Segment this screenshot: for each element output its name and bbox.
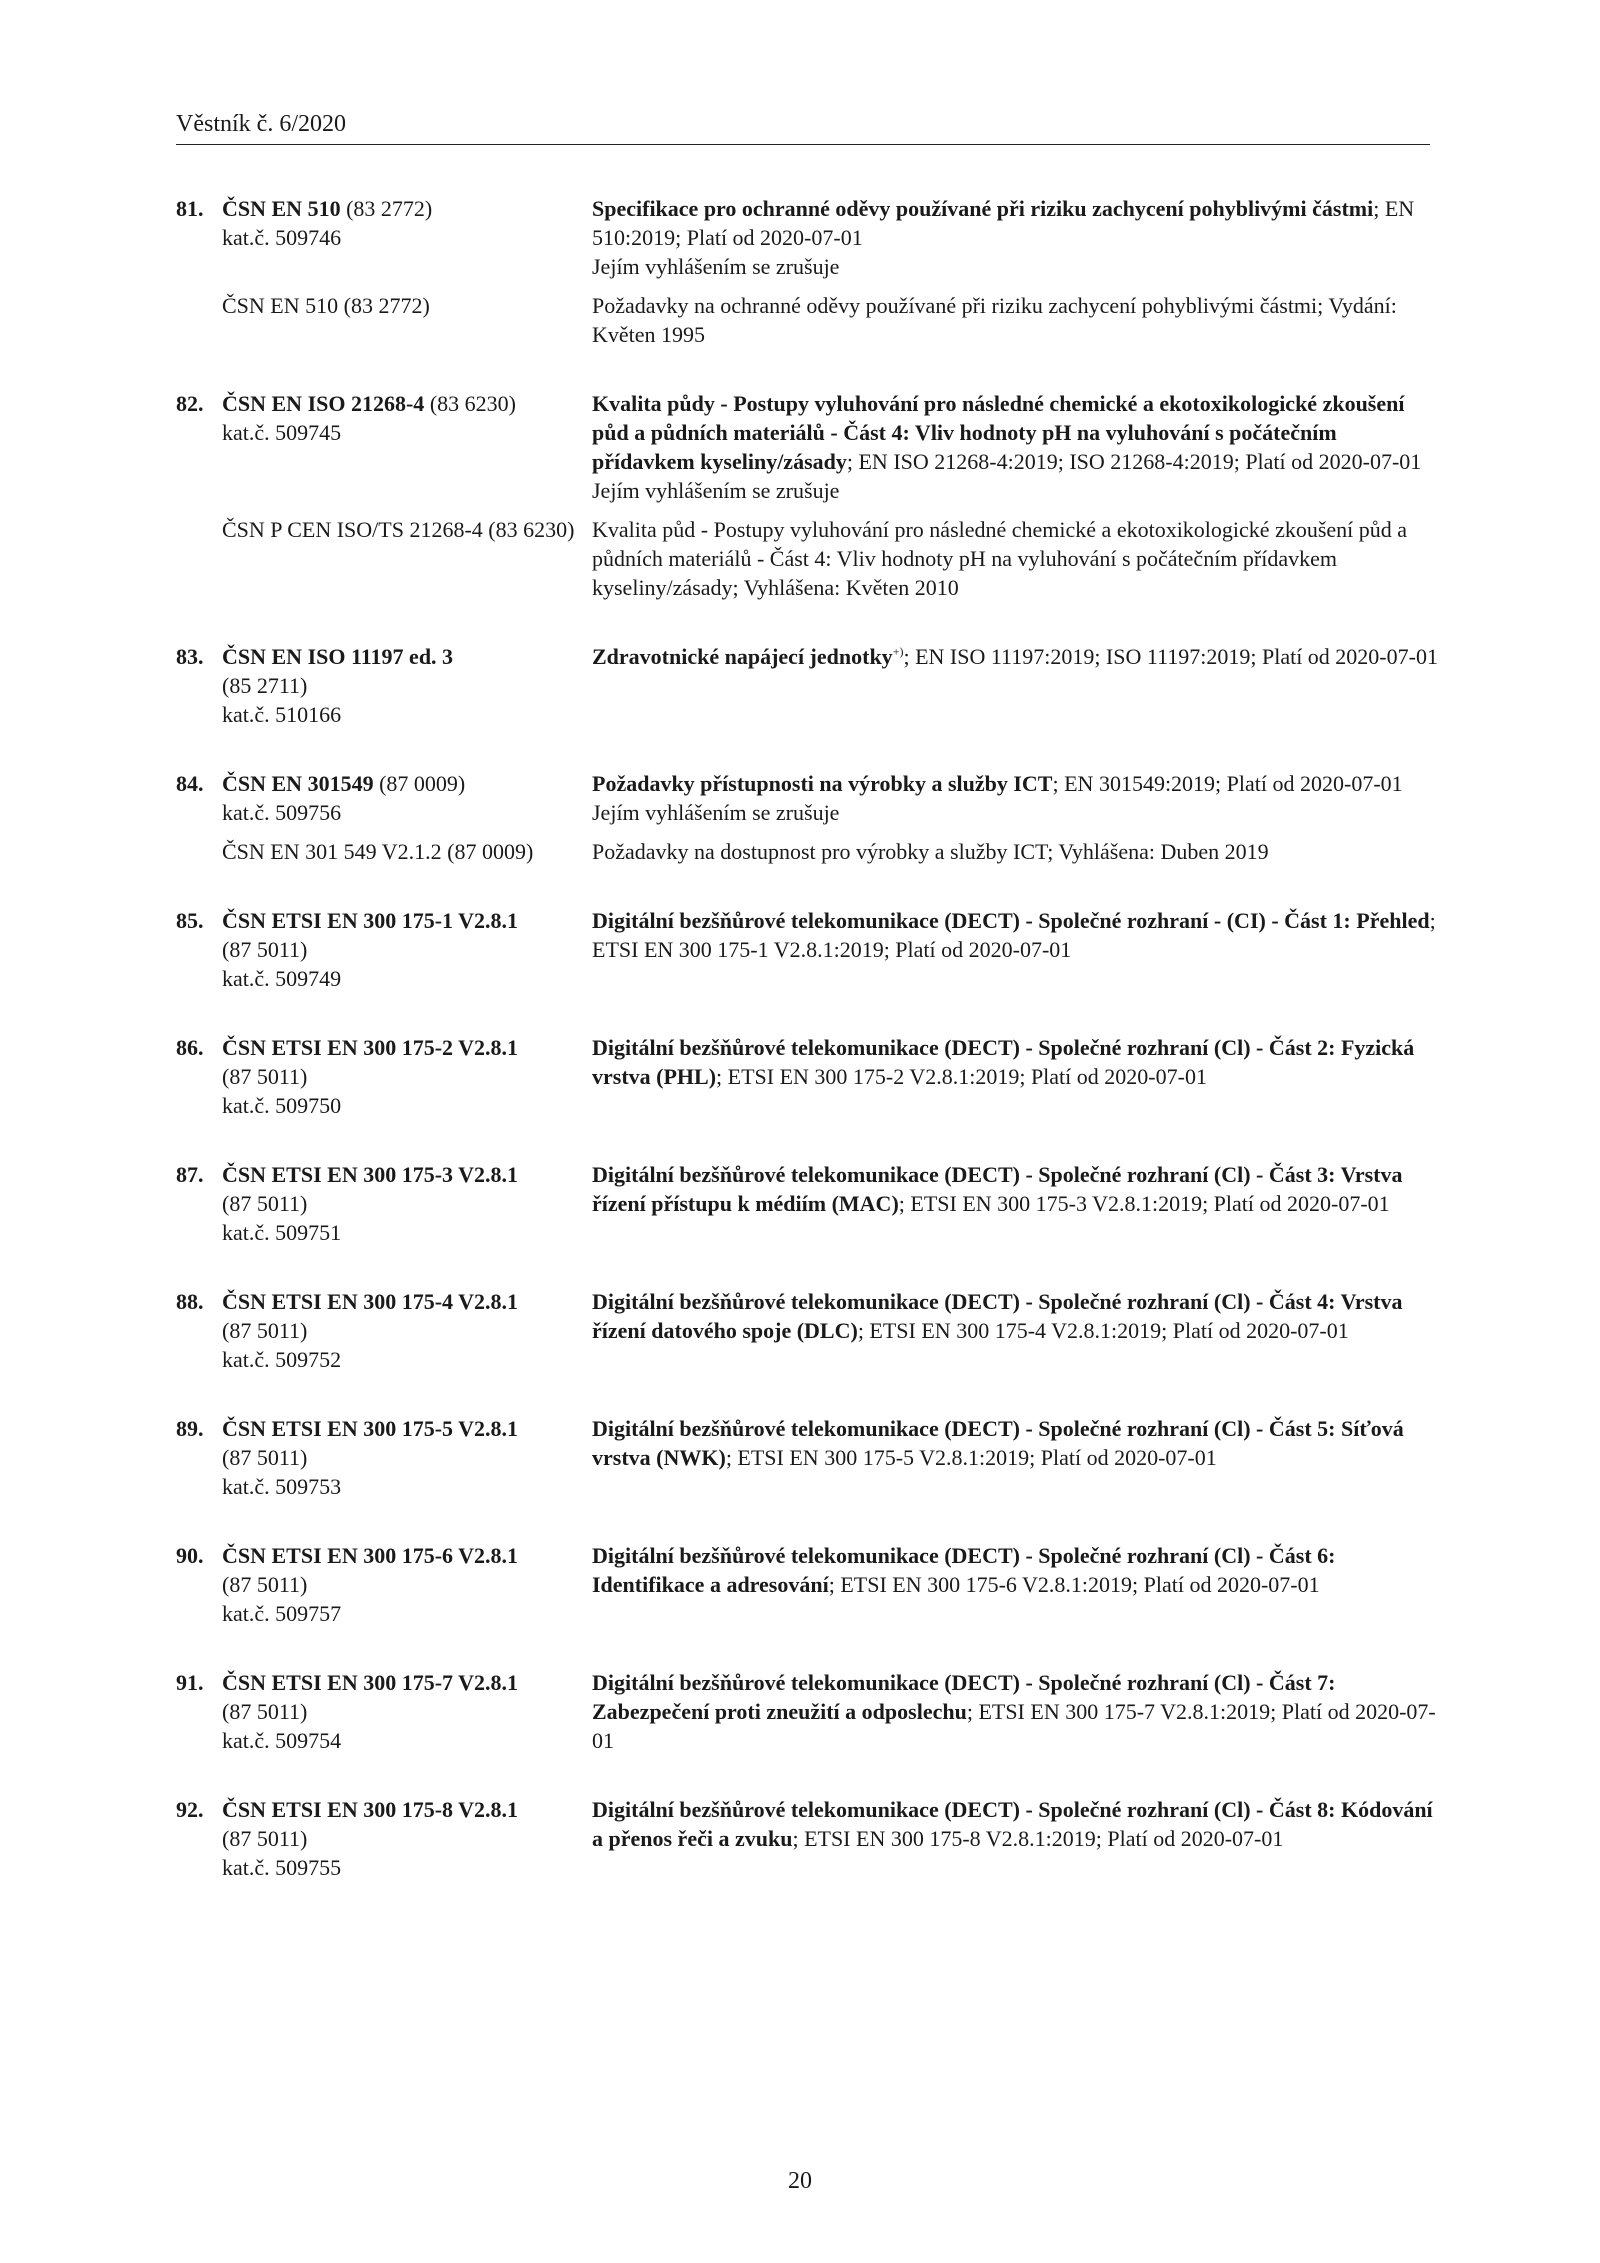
replaced-standard-title: Kvalita půd - Postupy vyluhování pro následné chemické a ekotoxikologické zkoušení půd a půdních materiálů - Část 4: Vliv hodnoty pH na vyluhování s počátečním přídavkem kyseliny/zásady; Vyhlášena: Květen 2010 <box>592 517 1408 600</box>
page-number: 20 <box>788 2168 812 2194</box>
catalog-line: (87 5011) <box>222 1064 308 1089</box>
entry-main-row <box>176 389 1436 505</box>
standard-details: ; ETSI EN 300 175-6 V2.8.1:2019; Platí od 2020-07-01 <box>828 1572 1320 1597</box>
catalog-line: (85 2711) <box>222 673 308 698</box>
standard-code: ČSN ETSI EN 300 175-3 V2.8.1 <box>222 1162 519 1187</box>
entry-number: 88. <box>176 1289 204 1314</box>
standard-description <box>592 1160 1442 1247</box>
catalog-line: kat.č. 509749 <box>222 966 342 991</box>
entry-main-row <box>176 1287 1436 1374</box>
standard-details: ; ETSI EN 300 175-1 V2.8.1:2019; Platí od 2020-07-01 <box>592 908 1436 962</box>
entry-main-row <box>176 1795 1436 1882</box>
entry-number: 83. <box>176 644 204 669</box>
standard-details: ; ETSI EN 300 175-2 V2.8.1:2019; Platí od 2020-07-01 <box>716 1064 1207 1089</box>
standard-details: ; EN 510:2019; Platí od 2020-07-01 <box>592 196 1415 250</box>
standard-entry <box>176 1160 1436 1247</box>
entry-main-row <box>176 1414 1436 1501</box>
catalog-line: (87 5011) <box>222 1445 308 1470</box>
standard-designation <box>176 906 592 993</box>
replaced-standard-code <box>176 515 592 602</box>
standard-designation <box>176 1160 592 1247</box>
standard-designation <box>176 642 592 729</box>
standard-description <box>592 769 1442 827</box>
standard-title: Požadavky přístupnosti na výrobky a služby ICT <box>592 771 1053 796</box>
standard-title: Digitální bezšňůrové telekomunikace (DECT) - Společné rozhraní (Cl) - Část 5: Síťová vrstva (NWK) <box>592 1416 1404 1470</box>
standard-details: ; ETSI EN 300 175-7 V2.8.1:2019; Platí od 2020-07-01 <box>592 1699 1436 1753</box>
standard-entry <box>176 1287 1436 1374</box>
standard-title: Specifikace pro ochranné oděvy používané při riziku zachycení pohyblivými částmi <box>592 196 1374 221</box>
standard-code: ČSN EN 301549 <box>222 771 374 796</box>
catalog-line: (87 5011) <box>222 1318 308 1343</box>
replaced-standard-code <box>176 837 592 866</box>
catalog-line: kat.č. 509750 <box>222 1093 342 1118</box>
entry-main-row <box>176 1541 1436 1628</box>
bulletin-title: Věstník č. 6/2020 <box>176 111 346 137</box>
standard-code: ČSN ETSI EN 300 175-5 V2.8.1 <box>222 1416 519 1441</box>
standard-description <box>592 642 1442 729</box>
entry-number: 89. <box>176 1416 204 1441</box>
footnote-mark: +) <box>892 644 904 659</box>
entry-main-row <box>176 1668 1436 1755</box>
cancellation-note: Jejím vyhlášením se zrušuje <box>592 254 840 279</box>
page-header <box>176 110 1430 145</box>
standard-description <box>592 906 1442 993</box>
standard-details: ; ETSI EN 300 175-8 V2.8.1:2019; Platí od 2020-07-01 <box>792 1826 1284 1851</box>
catalog-line: (87 5011) <box>222 1572 308 1597</box>
standard-description <box>592 1541 1442 1628</box>
catalog-line: kat.č. 509745 <box>222 420 342 445</box>
standard-code: ČSN ETSI EN 300 175-4 V2.8.1 <box>222 1289 519 1314</box>
catalog-line: (87 5011) <box>222 937 308 962</box>
catalog-line: (87 5011) <box>222 1826 308 1851</box>
standard-entry <box>176 1795 1436 1882</box>
standard-code: ČSN ETSI EN 300 175-7 V2.8.1 <box>222 1670 519 1695</box>
standard-code: ČSN EN 510 <box>222 196 341 221</box>
standard-designation <box>176 194 592 281</box>
entry-number: 92. <box>176 1797 204 1822</box>
catalog-line: kat.č. 509753 <box>222 1474 342 1499</box>
replaced-standard-title: Požadavky na ochranné oděvy používané při riziku zachycení pohyblivými částmi; Vydání: Květen 1995 <box>592 293 1397 347</box>
standard-title: Zdravotnické napájecí jednotky <box>592 644 893 669</box>
standard-description <box>592 1414 1442 1501</box>
standard-description <box>592 1287 1442 1374</box>
replaced-standard-code <box>176 291 592 349</box>
standard-description <box>592 389 1442 505</box>
cancellation-note: Jejím vyhlášením se zrušuje <box>592 800 840 825</box>
standard-details: ; EN ISO 21268-4:2019; ISO 21268-4:2019; Platí od 2020-07-01 <box>846 449 1422 474</box>
standard-entry <box>176 1668 1436 1755</box>
replaced-code-text: ČSN EN 510 (83 2772) <box>222 293 430 318</box>
catalog-line: kat.č. 509754 <box>222 1728 342 1753</box>
standard-designation <box>176 1287 592 1374</box>
standard-designation <box>176 1541 592 1628</box>
entry-number: 82. <box>176 391 204 416</box>
standard-details: ; ETSI EN 300 175-3 V2.8.1:2019; Platí od 2020-07-01 <box>898 1191 1390 1216</box>
entry-number: 84. <box>176 771 204 796</box>
entry-main-row <box>176 1033 1436 1120</box>
standard-entry <box>176 1414 1436 1501</box>
catalog-line: kat.č. 509752 <box>222 1347 342 1372</box>
replaced-standard-row <box>176 837 1436 866</box>
entry-main-row <box>176 194 1436 281</box>
standards-list <box>176 194 1436 1922</box>
standard-title: Digitální bezšňůrové telekomunikace (DECT) - Společné rozhraní (Cl) - Část 7: Zabezpečení proti zneužití a odposlechu <box>592 1670 1336 1724</box>
standard-designation <box>176 1033 592 1120</box>
standard-details: ; ETSI EN 300 175-4 V2.8.1:2019; Platí od 2020-07-01 <box>857 1318 1349 1343</box>
standard-description <box>592 1033 1442 1120</box>
entry-number: 85. <box>176 908 204 933</box>
standard-title: Kvalita půdy - Postupy vyluhování pro následné chemické a ekotoxikologické zkoušení půd a půdních materiálů - Část 4: Vliv hodnoty pH na vyluhování s počátečním přídavkem kyseliny/zásady <box>592 391 1405 474</box>
entry-number: 87. <box>176 1162 204 1187</box>
standard-designation <box>176 769 592 827</box>
classification-code: (83 6230) <box>424 391 516 416</box>
standard-designation <box>176 1668 592 1755</box>
entry-number: 91. <box>176 1670 204 1695</box>
standard-description <box>592 194 1442 281</box>
catalog-line: (87 5011) <box>222 1699 308 1724</box>
entry-number: 90. <box>176 1543 204 1568</box>
standard-title: Digitální bezšňůrové telekomunikace (DECT) - Společné rozhraní (Cl) - Část 6: Identifikace a adresování <box>592 1543 1336 1597</box>
classification-code: (87 0009) <box>373 771 466 796</box>
classification-code: (83 2772) <box>340 196 433 221</box>
standard-entry <box>176 389 1436 602</box>
standard-title: Digitální bezšňůrové telekomunikace (DECT) - Společné rozhraní (Cl) - Část 3: Vrstva řízení přístupu k médiím (MAC) <box>592 1162 1403 1216</box>
standard-code: ČSN ETSI EN 300 175-2 V2.8.1 <box>222 1035 519 1060</box>
standard-entry <box>176 1541 1436 1628</box>
catalog-line: kat.č. 509756 <box>222 800 342 825</box>
catalog-line: kat.č. 510166 <box>222 702 342 727</box>
standard-details: ; EN ISO 11197:2019; ISO 11197:2019; Platí od 2020-07-01 <box>903 644 1438 669</box>
standard-entry <box>176 194 1436 349</box>
standard-title: Digitální bezšňůrové telekomunikace (DECT) - Společné rozhraní (Cl) - Část 2: Fyzická vrstva (PHL) <box>592 1035 1415 1089</box>
entry-number: 81. <box>176 196 204 221</box>
replaced-standard-row <box>176 291 1436 349</box>
replaced-standard-row <box>176 515 1436 602</box>
standard-description <box>592 1795 1442 1882</box>
standard-details: ; EN 301549:2019; Platí od 2020-07-01 <box>1052 771 1403 796</box>
cancellation-note: Jejím vyhlášením se zrušuje <box>592 478 840 503</box>
standard-entry <box>176 642 1436 729</box>
standard-entry <box>176 1033 1436 1120</box>
standard-entry <box>176 906 1436 993</box>
standard-title: Digitální bezšňůrové telekomunikace (DECT) - Společné rozhraní - (CI) - Část 1: Přehled <box>592 908 1430 933</box>
entry-main-row <box>176 1160 1436 1247</box>
entry-main-row <box>176 906 1436 993</box>
standard-designation <box>176 1795 592 1882</box>
entry-main-row <box>176 642 1436 729</box>
replaced-code-text: ČSN EN 301 549 V2.1.2 (87 0009) <box>222 839 534 864</box>
catalog-line: kat.č. 509751 <box>222 1220 342 1245</box>
standard-code: ČSN ETSI EN 300 175-1 V2.8.1 <box>222 908 519 933</box>
standard-code: ČSN EN ISO 11197 ed. 3 <box>222 644 454 669</box>
standard-designation <box>176 1414 592 1501</box>
replaced-standard-title: Požadavky na dostupnost pro výrobky a služby ICT; Vyhlášena: Duben 2019 <box>592 839 1269 864</box>
standard-title: Digitální bezšňůrové telekomunikace (DECT) - Společné rozhraní (Cl) - Část 4: Vrstva řízení datového spoje (DLC) <box>592 1289 1403 1343</box>
standard-designation <box>176 389 592 505</box>
catalog-line: kat.č. 509755 <box>222 1855 342 1880</box>
catalog-line: kat.č. 509757 <box>222 1601 342 1626</box>
replaced-code-text: ČSN P CEN ISO/TS 21268-4 (83 6230) <box>222 517 575 542</box>
standard-description <box>592 1668 1442 1755</box>
catalog-line: (87 5011) <box>222 1191 308 1216</box>
standard-code: ČSN ETSI EN 300 175-6 V2.8.1 <box>222 1543 519 1568</box>
catalog-line: kat.č. 509746 <box>222 225 342 250</box>
standard-code: ČSN EN ISO 21268-4 <box>222 391 425 416</box>
standard-title: Digitální bezšňůrové telekomunikace (DECT) - Společné rozhraní (Cl) - Část 8: Kódování a přenos řeči a zvuku <box>592 1797 1433 1851</box>
entry-number: 86. <box>176 1035 204 1060</box>
entry-main-row <box>176 769 1436 827</box>
standard-entry <box>176 769 1436 866</box>
standard-code: ČSN ETSI EN 300 175-8 V2.8.1 <box>222 1797 519 1822</box>
standard-details: ; ETSI EN 300 175-5 V2.8.1:2019; Platí od 2020-07-01 <box>725 1445 1217 1470</box>
